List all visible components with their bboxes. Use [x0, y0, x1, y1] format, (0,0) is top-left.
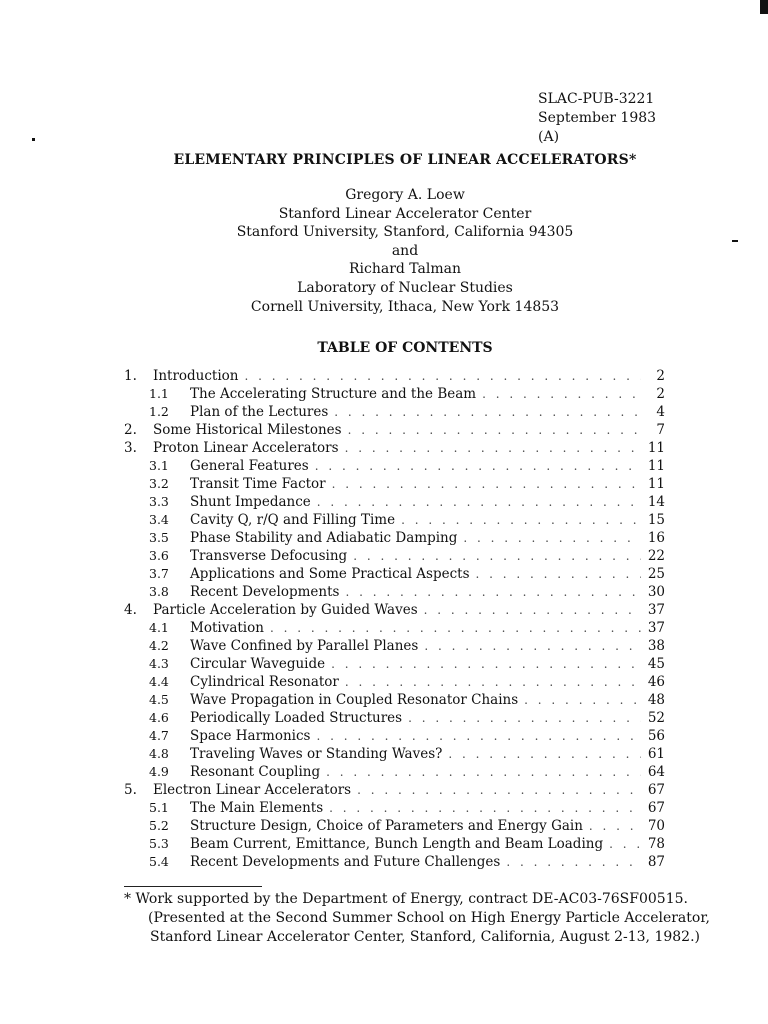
- toc-entry: [120, 404, 665, 422]
- toc-dot-leader: [408, 711, 641, 725]
- toc-dot-leader: [357, 783, 641, 797]
- report-date: September 1983: [538, 110, 657, 126]
- toc-entry-title: Phase Stability and Adiabatic Damping: [190, 530, 458, 546]
- footnote-divider: [124, 886, 262, 887]
- toc-entry-title: Circular Waveguide: [190, 656, 326, 672]
- toc-entry-number: 5.: [124, 782, 137, 798]
- toc-entry-title: Shunt Impedance: [190, 494, 311, 510]
- report-identification: [538, 90, 656, 147]
- toc-entry: [120, 494, 665, 512]
- scan-speck: [32, 138, 35, 141]
- scan-edge-mark: [760, 0, 768, 14]
- toc-dot-leader: [589, 819, 641, 833]
- report-number: SLAC-PUB-3221: [538, 91, 655, 107]
- toc-entry-title: Resonant Coupling: [190, 764, 321, 780]
- toc-entry-title: General Features: [190, 458, 309, 474]
- toc-entry-page: 37: [647, 620, 665, 636]
- toc-entry-title: Transit Time Factor: [190, 476, 326, 492]
- toc-entry-page: 38: [647, 638, 665, 654]
- toc-entry: [120, 728, 665, 746]
- toc-entry-page: 52: [647, 710, 665, 726]
- toc-entry-number: 3.7: [149, 566, 169, 581]
- toc-entry: [120, 638, 665, 656]
- toc-entry: [120, 530, 665, 548]
- toc-entry-title: Recent Developments and Future Challenges: [190, 854, 501, 870]
- author-affiliation: Stanford Linear Accelerator Center: [278, 205, 532, 222]
- toc-dot-leader: [448, 747, 641, 761]
- toc-dot-leader: [317, 495, 641, 509]
- toc-entry-number: 3.3: [149, 494, 169, 509]
- toc-entry-title: Introduction: [153, 368, 239, 384]
- document-title: ELEMENTARY PRINCIPLES OF LINEAR ACCELERATORS*: [173, 152, 637, 168]
- toc-entry-title: Motivation: [190, 620, 264, 636]
- toc-entry-number: 5.4: [149, 854, 169, 869]
- toc-entry-page: 22: [647, 548, 665, 564]
- toc-entry-number: 3.4: [149, 512, 169, 527]
- toc-entry-page: 67: [647, 800, 665, 816]
- toc-entry-page: 2: [656, 368, 665, 384]
- toc-entry-page: 30: [647, 584, 665, 600]
- toc-dot-leader: [424, 639, 641, 653]
- toc-dot-leader: [317, 729, 642, 743]
- toc-entry-page: 7: [656, 422, 665, 438]
- toc-dot-leader: [345, 441, 641, 455]
- footnote-presentation: Stanford Linear Accelerator Center, Stanford, California, August 2-13, 1982.): [150, 929, 700, 945]
- toc-entry-title: Proton Linear Accelerators: [153, 440, 339, 456]
- toc-dot-leader: [506, 855, 641, 869]
- author-conjunction: and: [391, 242, 419, 259]
- toc-entry-title: Particle Acceleration by Guided Waves: [153, 602, 418, 618]
- toc-entry-title: Beam Current, Emittance, Bunch Length and Beam Loading: [190, 836, 604, 852]
- footnote-presentation: (Presented at the Second Summer School on High Energy Particle Accelerator,: [148, 910, 710, 926]
- toc-entry-page: 11: [647, 440, 665, 456]
- toc-entry-number: 3.5: [149, 530, 169, 545]
- report-code: (A): [538, 129, 560, 145]
- toc-entry-page: 78: [647, 836, 665, 852]
- toc-dot-leader: [334, 405, 641, 419]
- toc-entry-number: 1.2: [149, 404, 169, 419]
- toc-dot-leader: [476, 567, 641, 581]
- toc-dot-leader: [424, 603, 641, 617]
- toc-entry: [120, 746, 665, 764]
- toc-heading: TABLE OF CONTENTS: [317, 340, 493, 356]
- toc-entry: [120, 548, 665, 566]
- toc-entry-number: 1.1: [149, 386, 169, 401]
- toc-entry: [120, 764, 665, 782]
- toc-entry: [120, 422, 665, 440]
- toc-entry-number: 2.: [124, 422, 137, 438]
- toc-entry-title: Space Harmonics: [190, 728, 311, 744]
- toc-entry-number: 4.1: [149, 620, 169, 635]
- toc-dot-leader: [353, 549, 641, 563]
- toc-entry-number: 5.1: [149, 800, 169, 815]
- author-affiliation: Laboratory of Nuclear Studies: [297, 279, 513, 296]
- toc-entry: [120, 584, 665, 602]
- toc-entry-page: 87: [647, 854, 665, 870]
- toc-dot-leader: [463, 531, 641, 545]
- toc-entry: [120, 512, 665, 530]
- toc-entry-title: Applications and Some Practical Aspects: [190, 566, 470, 582]
- toc-dot-leader: [401, 513, 641, 527]
- toc-entry-number: 1.: [124, 368, 137, 384]
- toc-entry-page: 37: [647, 602, 665, 618]
- toc-entry: [120, 710, 665, 728]
- toc-dot-leader: [270, 621, 641, 635]
- toc-entry-page: 70: [647, 818, 665, 834]
- toc-entry-page: 46: [647, 674, 665, 690]
- toc-entry: [120, 440, 665, 458]
- toc-entry: [120, 656, 665, 674]
- toc-entry-number: 3.6: [149, 548, 169, 563]
- footnote-funding: * Work supported by the Department of Energy, contract DE-AC03-76SF00515.: [124, 891, 688, 907]
- toc-dot-leader: [345, 585, 641, 599]
- toc-entry-number: 5.2: [149, 818, 169, 833]
- toc-entry: [120, 602, 665, 620]
- toc-entry-title: Electron Linear Accelerators: [153, 782, 352, 798]
- toc-entry: [120, 800, 665, 818]
- toc-entry-title: Recent Developments: [190, 584, 340, 600]
- toc-entry-title: Traveling Waves or Standing Waves?: [190, 746, 443, 762]
- author-block: [0, 186, 768, 316]
- toc-dot-leader: [331, 657, 641, 671]
- toc-entry-number: 4.3: [149, 656, 169, 671]
- toc-entry: [120, 692, 665, 710]
- author-affiliation: Cornell University, Ithaca, New York 14853: [250, 298, 560, 315]
- toc-entry-page: 64: [647, 764, 665, 780]
- toc-entry-page: 11: [647, 476, 665, 492]
- toc-entry-number: 4.4: [149, 674, 169, 689]
- toc-entry: [120, 476, 665, 494]
- toc-entry-title: Some Historical Milestones: [153, 422, 342, 438]
- toc-entry-title: Plan of the Lectures: [190, 404, 329, 420]
- author-name: Gregory A. Loew: [345, 187, 465, 203]
- toc-entry-page: 4: [656, 404, 665, 420]
- toc-dot-leader: [332, 477, 641, 491]
- toc-entry-title: Cavity Q, r/Q and Filling Time: [190, 512, 396, 528]
- toc-entry-title: Wave Propagation in Coupled Resonator Chains: [190, 692, 519, 708]
- toc-dot-leader: [245, 369, 642, 383]
- toc-entry-number: 4.8: [149, 746, 169, 761]
- toc-dot-leader: [482, 387, 641, 401]
- toc-entry-page: 11: [647, 458, 665, 474]
- toc-entry-page: 14: [647, 494, 665, 510]
- toc-dot-leader: [326, 765, 641, 779]
- toc-dot-leader: [329, 801, 641, 815]
- toc-entry: [120, 836, 665, 854]
- toc-entry: [120, 566, 665, 584]
- table-of-contents: [120, 368, 665, 872]
- toc-entry-page: 2: [656, 386, 665, 402]
- toc-dot-leader: [609, 837, 641, 851]
- toc-entry: [120, 620, 665, 638]
- toc-entry-number: 3.8: [149, 584, 169, 599]
- author-affiliation: Stanford University, Stanford, California 94305: [236, 224, 574, 241]
- toc-entry-page: 56: [647, 728, 665, 744]
- toc-entry-page: 15: [647, 512, 665, 528]
- toc-entry-title: Wave Confined by Parallel Planes: [190, 638, 419, 654]
- toc-entry-page: 25: [647, 566, 665, 582]
- toc-entry-page: 48: [647, 692, 665, 708]
- toc-entry-number: 5.3: [149, 836, 169, 851]
- toc-entry-number: 4.5: [149, 692, 169, 707]
- toc-entry: [120, 386, 665, 404]
- author-name: Richard Talman: [348, 261, 462, 278]
- toc-dot-leader: [524, 693, 641, 707]
- toc-entry-number: 4.: [124, 602, 137, 618]
- toc-entry-number: 4.2: [149, 638, 169, 653]
- toc-entry: [120, 368, 665, 386]
- toc-dot-leader: [348, 423, 641, 437]
- toc-entry-number: 3.1: [149, 458, 169, 473]
- toc-entry: [120, 782, 665, 800]
- toc-entry: [120, 674, 665, 692]
- toc-entry-title: Transverse Defocusing: [190, 548, 348, 564]
- toc-entry: [120, 818, 665, 836]
- toc-entry-number: 3.: [124, 440, 137, 456]
- toc-dot-leader: [345, 675, 641, 689]
- toc-entry-title: The Main Elements: [190, 800, 324, 816]
- toc-entry-number: 3.2: [149, 476, 169, 491]
- toc-entry: [120, 458, 665, 476]
- footnote: [124, 890, 710, 947]
- toc-entry-page: 61: [647, 746, 665, 762]
- toc-entry-title: Structure Design, Choice of Parameters and Energy Gain: [190, 818, 583, 834]
- toc-dot-leader: [315, 459, 641, 473]
- toc-entry-number: 4.9: [149, 764, 169, 779]
- toc-entry-page: 16: [647, 530, 665, 546]
- toc-entry-title: Cylindrical Resonator: [190, 674, 339, 690]
- toc-entry: [120, 854, 665, 872]
- toc-entry-number: 4.6: [149, 710, 169, 725]
- toc-entry-number: 4.7: [149, 728, 169, 743]
- toc-entry-page: 45: [647, 656, 665, 672]
- toc-entry-page: 67: [647, 782, 665, 798]
- toc-entry-title: Periodically Loaded Structures: [190, 710, 403, 726]
- toc-entry-title: The Accelerating Structure and the Beam: [190, 386, 477, 402]
